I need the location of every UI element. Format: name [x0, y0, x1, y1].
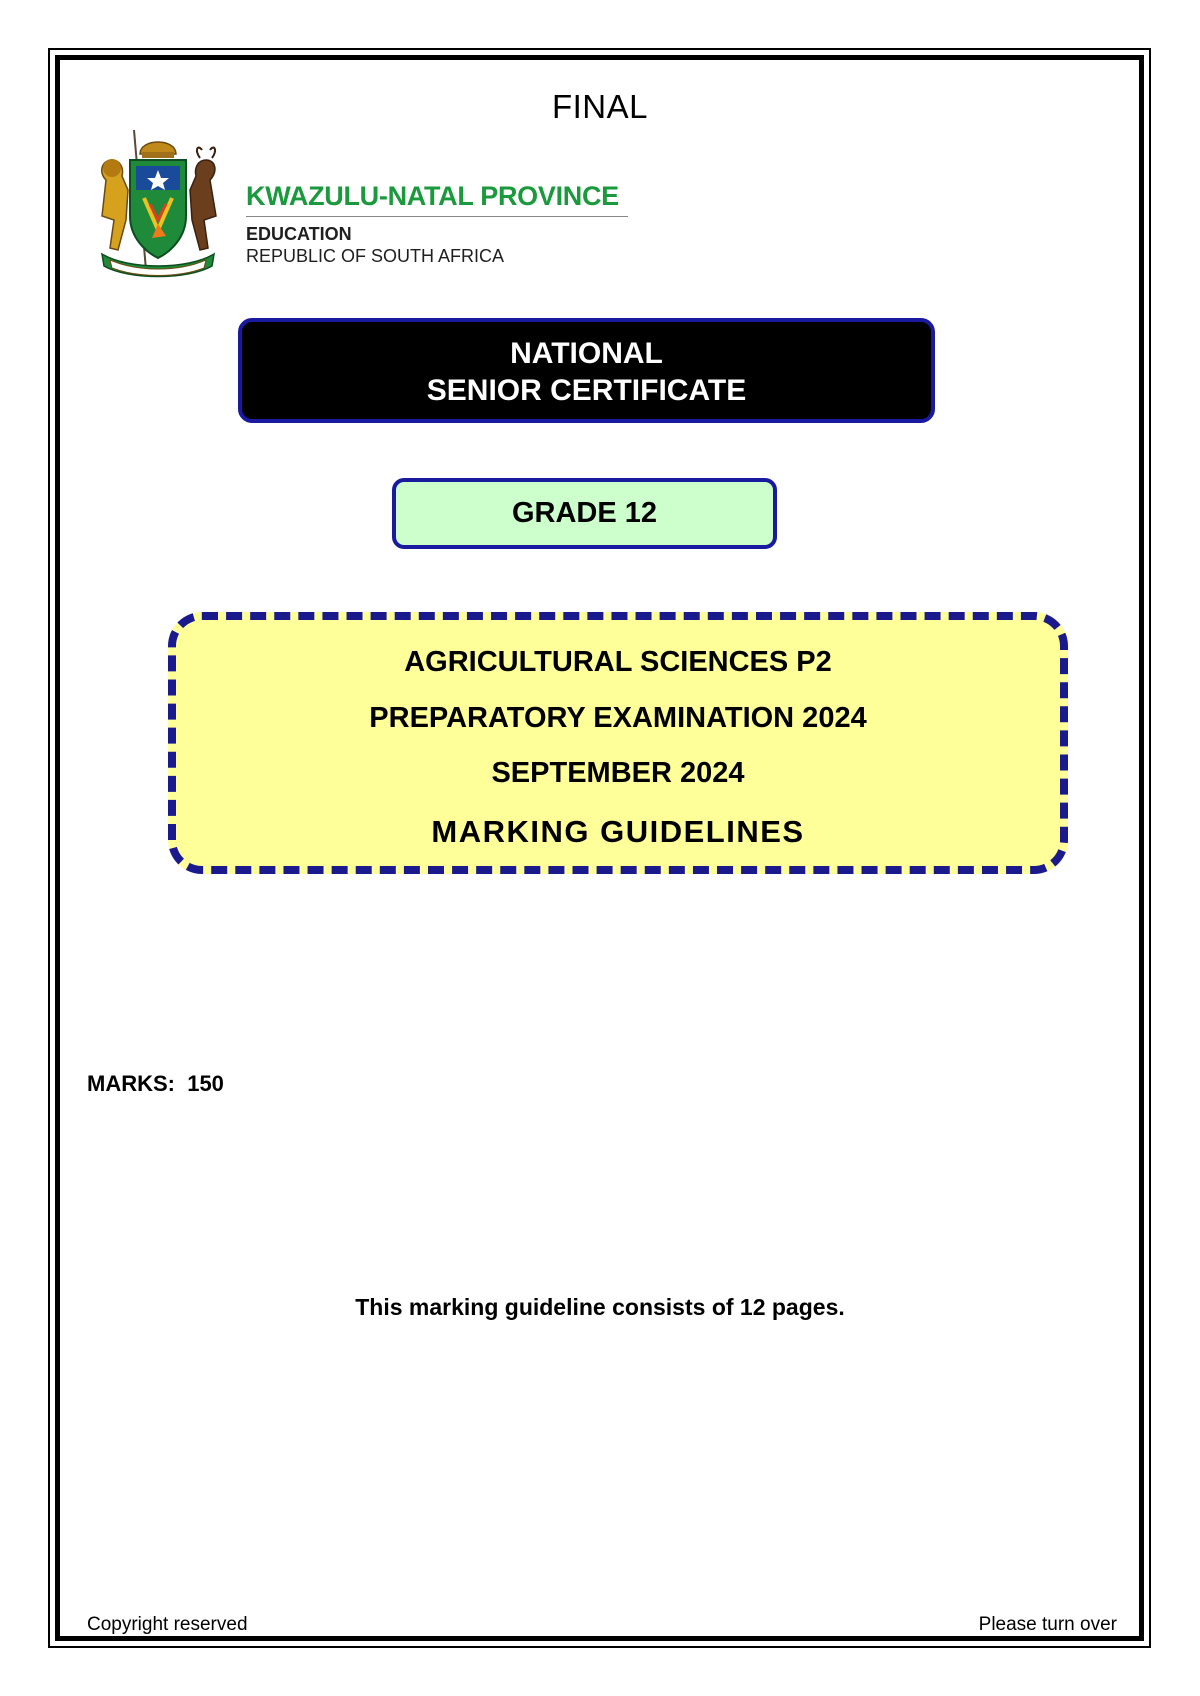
certificate-line-1: NATIONAL	[510, 337, 663, 370]
subject-title: AGRICULTURAL SCIENCES P2	[404, 646, 832, 678]
total-marks: MARKS: 150	[87, 1071, 224, 1096]
final-status-label: FINAL	[551, 88, 649, 125]
exam-name: PREPARATORY EXAMINATION 2024	[369, 702, 867, 734]
exam-date: SEPTEMBER 2024	[491, 757, 745, 789]
certificate-line-2: SENIOR CERTIFICATE	[426, 374, 747, 407]
copyright-notice: Copyright reserved	[87, 1614, 248, 1635]
subject-panel	[168, 612, 1068, 874]
page-count-note: This marking guideline consists of 12 pages.	[355, 1294, 845, 1320]
certificate-banner	[238, 318, 935, 423]
department-name: EDUCATION	[246, 224, 352, 244]
document-type: MARKING GUIDELINES	[431, 814, 805, 849]
province-name: KWAZULU-NATAL PROVINCE	[246, 181, 619, 211]
turn-over-notice: Please turn over	[978, 1614, 1117, 1635]
country-name: REPUBLIC OF SOUTH AFRICA	[246, 246, 505, 266]
grade-badge: GRADE 12	[392, 478, 777, 549]
logo-divider	[246, 216, 628, 217]
kzn-coat-of-arms-icon	[88, 120, 228, 285]
